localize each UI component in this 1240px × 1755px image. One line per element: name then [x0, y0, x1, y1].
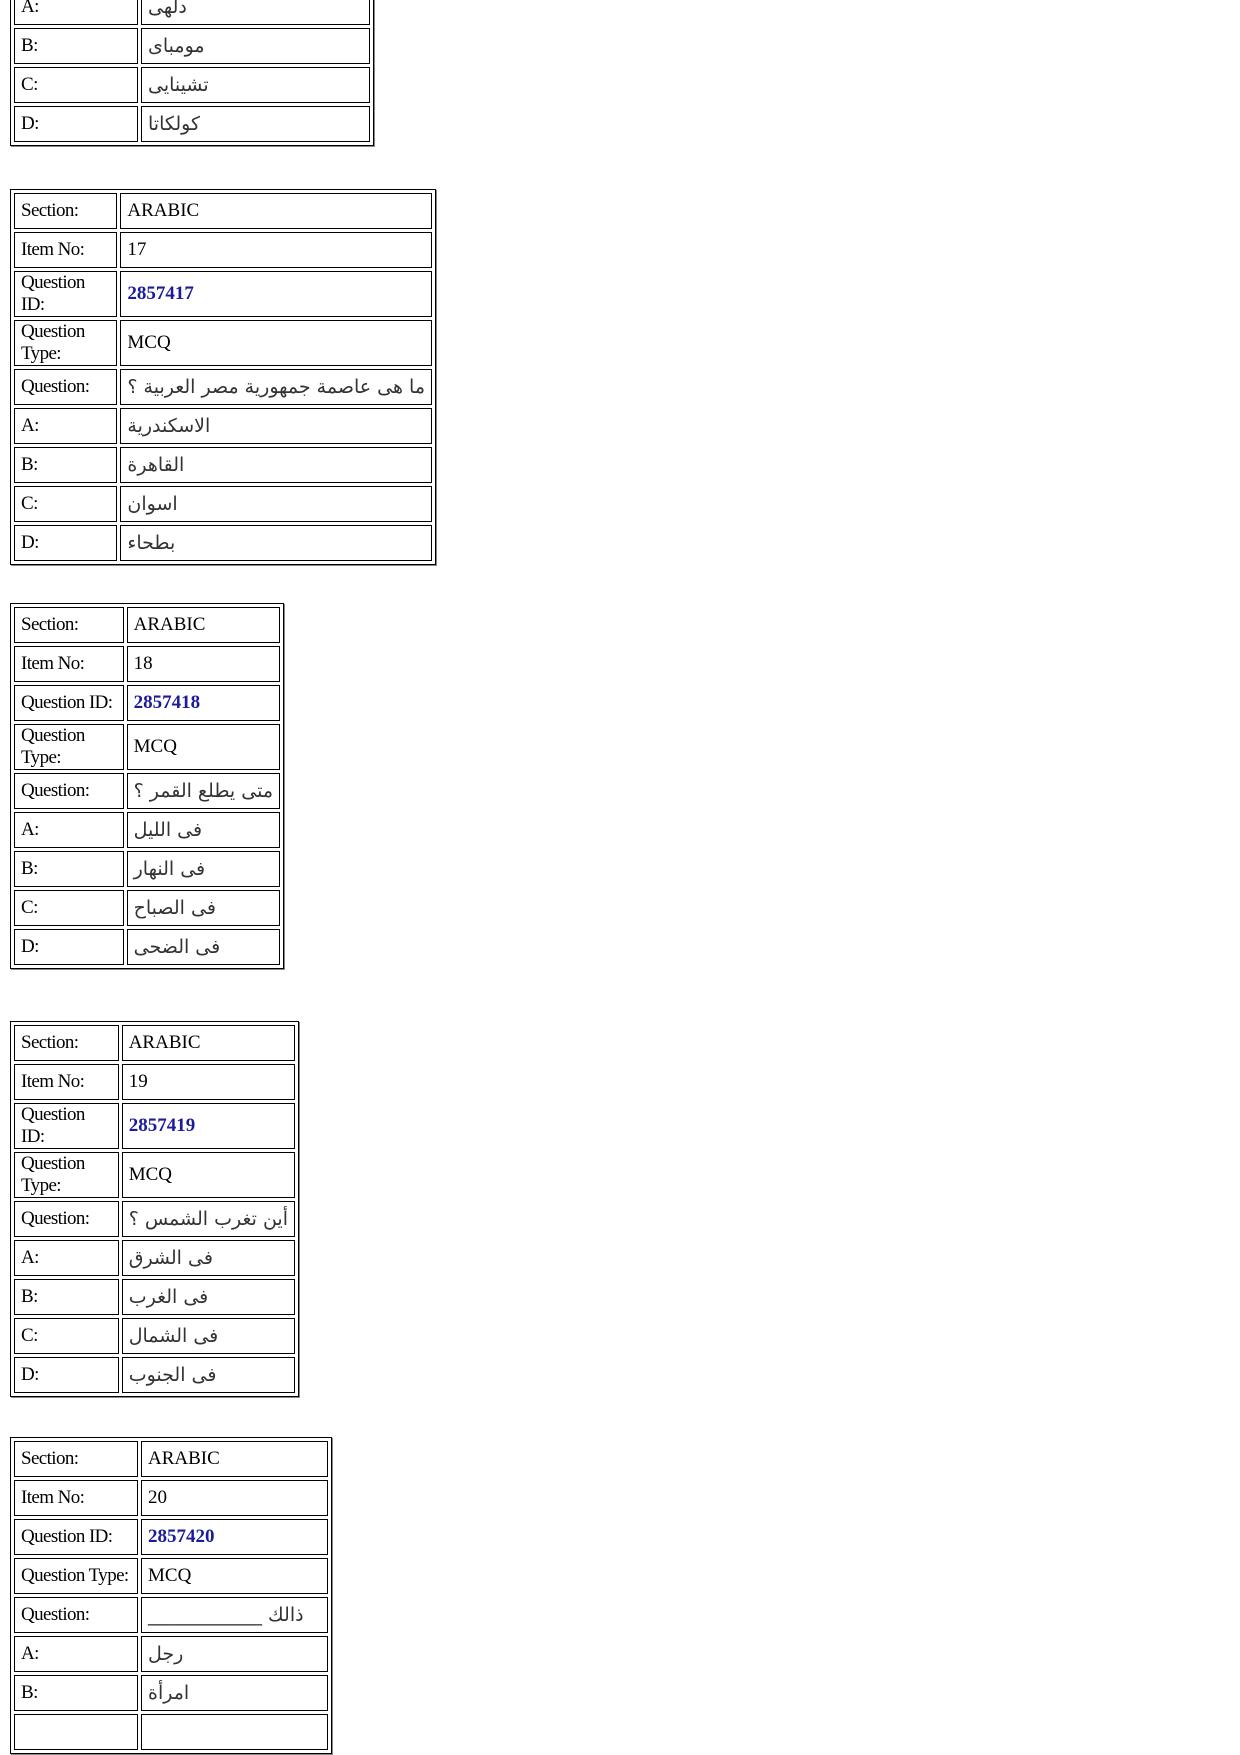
option-row-c [14, 1714, 328, 1750]
section-value: ARABIC [141, 1441, 328, 1477]
question-label: Question: [14, 1597, 138, 1633]
item-no-label: Item No: [14, 1064, 119, 1100]
question-table-18 [10, 603, 284, 969]
option-row-b [14, 1675, 328, 1711]
option-label-c: C: [14, 486, 117, 522]
option-row-a [14, 812, 280, 848]
question-row [14, 1597, 328, 1633]
option-row-d [14, 1357, 295, 1393]
option-text-c: تشينايى [141, 67, 370, 103]
question-id-value: 2857417 [120, 271, 432, 317]
option-row-d [14, 525, 432, 561]
question-table-17 [10, 189, 436, 565]
option-label-b: B: [14, 28, 138, 64]
question-label: Question: [14, 369, 117, 405]
question-table-19 [10, 1021, 299, 1397]
option-row-b [14, 851, 280, 887]
option-text-c: فى الشمال [122, 1318, 295, 1354]
option-text-d: فى الضحى [127, 929, 280, 965]
question-id-row [14, 685, 280, 721]
item-no-value: 19 [122, 1064, 295, 1100]
option-label-b: B: [14, 1279, 119, 1315]
question-table-20 [10, 1437, 332, 1754]
question-id-value: 2857420 [141, 1519, 328, 1555]
option-row-a [14, 408, 432, 444]
section-row [14, 193, 432, 229]
option-text-a: دلهى [141, 0, 370, 25]
item-no-row [14, 1480, 328, 1516]
question-type-row [14, 1152, 295, 1198]
option-label-b: B: [14, 1675, 138, 1711]
option-label-d: D: [14, 106, 138, 142]
option-row-b [14, 447, 432, 483]
item-no-value: 17 [120, 232, 432, 268]
question-type-label: Question Type: [14, 1558, 138, 1594]
question-row [14, 773, 280, 809]
question-id-label: Question ID: [14, 1519, 138, 1555]
question-type-value: MCQ [120, 320, 432, 366]
section-value: ARABIC [122, 1025, 295, 1061]
item-no-value: 20 [141, 1480, 328, 1516]
section-label: Section: [14, 1441, 138, 1477]
question-label: Question: [14, 773, 124, 809]
option-row-c [14, 1318, 295, 1354]
item-no-label: Item No: [14, 646, 124, 682]
option-text-d: كولكاتا [141, 106, 370, 142]
question-text: ما هى عاصمة جمهورية مصر العربية ؟ [120, 369, 432, 405]
section-label: Section: [14, 1025, 119, 1061]
option-label-d: D: [14, 929, 124, 965]
option-label-c [14, 1714, 138, 1750]
option-row-c [14, 67, 370, 103]
option-text-d: فى الجنوب [122, 1357, 295, 1393]
question-type-row [14, 320, 432, 366]
option-text-a: رجل [141, 1636, 328, 1672]
option-label-c: C: [14, 890, 124, 926]
option-row-a [14, 0, 370, 25]
question-id-label: Question ID: [14, 1103, 119, 1149]
item-no-value: 18 [127, 646, 280, 682]
option-row-d [14, 106, 370, 142]
question-type-label: Question Type: [14, 1152, 119, 1198]
question-id-label: Question ID: [14, 685, 124, 721]
option-row-a [14, 1636, 328, 1672]
question-type-value: MCQ [122, 1152, 295, 1198]
section-value: ARABIC [120, 193, 432, 229]
option-text-a: فى الشرق [122, 1240, 295, 1276]
option-row-d [14, 929, 280, 965]
item-no-row [14, 232, 432, 268]
section-row [14, 1441, 328, 1477]
option-text-b: القاهرة [120, 447, 432, 483]
question-text: متى يطلع القمر ؟ [127, 773, 280, 809]
option-label-a: A: [14, 408, 117, 444]
section-label: Section: [14, 607, 124, 643]
question-id-value: 2857418 [127, 685, 280, 721]
option-text-a: فى الليل [127, 812, 280, 848]
question-type-row [14, 1558, 328, 1594]
question-text: أين تغرب الشمس ؟ [122, 1201, 295, 1237]
item-no-row [14, 646, 280, 682]
item-no-label: Item No: [14, 1480, 138, 1516]
option-label-a: A: [14, 0, 138, 25]
option-text-b: فى النهار [127, 851, 280, 887]
option-text-a: الاسكندرية [120, 408, 432, 444]
option-text-c [141, 1714, 328, 1750]
option-text-c: اسوان [120, 486, 432, 522]
option-label-d: D: [14, 525, 117, 561]
option-row-a [14, 1240, 295, 1276]
question-type-row [14, 724, 280, 770]
question-id-label: Question ID: [14, 271, 117, 317]
option-text-b: امرأة [141, 1675, 328, 1711]
option-label-a: A: [14, 1240, 119, 1276]
option-row-c [14, 486, 432, 522]
option-label-c: C: [14, 1318, 119, 1354]
question-id-row [14, 271, 432, 317]
option-label-d: D: [14, 1357, 119, 1393]
section-value: ARABIC [127, 607, 280, 643]
question-text: ذالك ____________ [141, 1597, 328, 1633]
question-type-value: MCQ [127, 724, 280, 770]
question-label: Question: [14, 1201, 119, 1237]
question-id-row [14, 1519, 328, 1555]
option-label-c: C: [14, 67, 138, 103]
option-label-b: B: [14, 447, 117, 483]
option-text-c: فى الصباح [127, 890, 280, 926]
option-label-b: B: [14, 851, 124, 887]
option-row-c [14, 890, 280, 926]
option-text-b: فى الغرب [122, 1279, 295, 1315]
option-row-b [14, 1279, 295, 1315]
option-text-d: بطحاء [120, 525, 432, 561]
question-type-label: Question Type: [14, 724, 124, 770]
question-id-row [14, 1103, 295, 1149]
question-id-value: 2857419 [122, 1103, 295, 1149]
option-label-a: A: [14, 812, 124, 848]
question-type-value: MCQ [141, 1558, 328, 1594]
question-table-partial [10, 0, 374, 146]
question-row [14, 1201, 295, 1237]
question-row [14, 369, 432, 405]
question-type-label: Question Type: [14, 320, 117, 366]
option-text-b: مومباى [141, 28, 370, 64]
option-label-a: A: [14, 1636, 138, 1672]
section-row [14, 607, 280, 643]
section-label: Section: [14, 193, 117, 229]
option-row-b [14, 28, 370, 64]
item-no-label: Item No: [14, 232, 117, 268]
item-no-row [14, 1064, 295, 1100]
section-row [14, 1025, 295, 1061]
